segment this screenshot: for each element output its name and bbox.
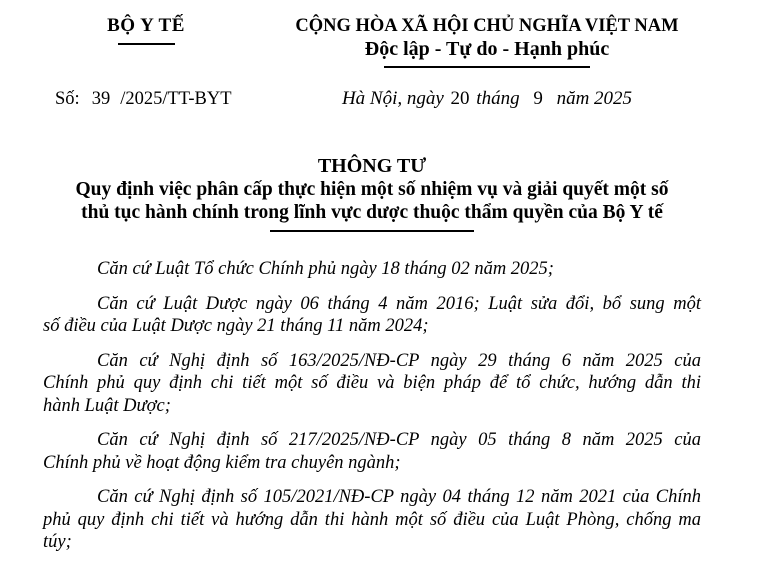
national-title: CỘNG HÒA XÃ HỘI CHỦ NGHĨA VIỆT NAM — [295, 16, 679, 36]
title-block — [43, 154, 701, 232]
paragraph-line: Căn cứ Luật Dược ngày 06 tháng 4 năm 2016; Luật sửa đổi, bổ sung một — [97, 293, 701, 314]
national-motto: Độc lập - Tự do - Hạnh phúc — [364, 38, 610, 60]
date-place-prefix: Hà Nội, ngày — [341, 88, 444, 109]
paragraph-line: hành Luật Dược; — [43, 395, 171, 416]
paragraph-line: số điều của Luật Dược ngày 21 tháng 11 năm 2024; — [43, 316, 429, 336]
paragraph-line: Chính phủ về hoạt động kiểm tra chuyên ngành; — [43, 452, 401, 473]
paragraph-line: Căn cứ Nghị định số 105/2021/NĐ-CP ngày 04 tháng 12 năm 2021 của Chính — [97, 487, 701, 507]
motto-underline — [384, 66, 590, 68]
issuing-agency-name: BỘ Y TẾ — [107, 15, 185, 36]
legal-basis-paragraph — [43, 486, 701, 554]
paragraph-line: phủ quy định chi tiết và hướng dẫn thi hành một số điều của Luật Phòng, chống ma — [43, 509, 701, 530]
date-thang-label: tháng — [476, 88, 520, 109]
legal-basis-paragraph — [43, 350, 701, 418]
legal-basis-section — [43, 258, 701, 554]
document-number — [43, 88, 232, 110]
paragraph-line: Chính phủ quy định chi tiết một số điều và biện pháp để tổ chức, hướng dẫn thi — [43, 373, 701, 393]
paragraph-line: Căn cứ Nghị định số 217/2025/NĐ-CP ngày 05 tháng 8 năm 2025 của — [97, 430, 701, 450]
paragraph-line: Căn cứ Luật Tổ chức Chính phủ ngày 18 tháng 02 năm 2025; — [97, 259, 554, 279]
document-number-suffix: /2025/TT-BYT — [120, 89, 232, 109]
place-date-line — [273, 88, 701, 110]
legal-basis-paragraph — [43, 293, 701, 338]
national-header-block — [273, 15, 701, 68]
paragraph-line: Căn cứ Nghị định số 163/2025/NĐ-CP ngày 29 tháng 6 năm 2025 của — [97, 350, 701, 371]
document-type-heading: THÔNG TƯ — [317, 155, 427, 177]
document-header — [43, 15, 701, 68]
document-number-value: 39 — [91, 89, 111, 109]
issuing-agency-block — [43, 15, 249, 45]
date-month: 9 — [533, 88, 543, 109]
paragraph-line: túy; — [43, 532, 72, 552]
document-number-label: Số: — [55, 89, 80, 109]
legal-basis-paragraph — [43, 258, 701, 281]
number-date-row — [43, 88, 701, 110]
document-title-line-1: Quy định việc phân cấp thực hiện một số nhiệm vụ và giải quyết một số — [75, 179, 669, 200]
title-underline — [270, 230, 474, 232]
agency-underline — [118, 43, 175, 45]
legal-basis-paragraph — [43, 429, 701, 474]
document-title-line-2: thủ tục hành chính trong lĩnh vực dược thuộc thẩm quyền của Bộ Y tế — [81, 202, 663, 223]
date-day: 20 — [450, 88, 470, 109]
date-year-suffix: năm 2025 — [556, 88, 633, 109]
